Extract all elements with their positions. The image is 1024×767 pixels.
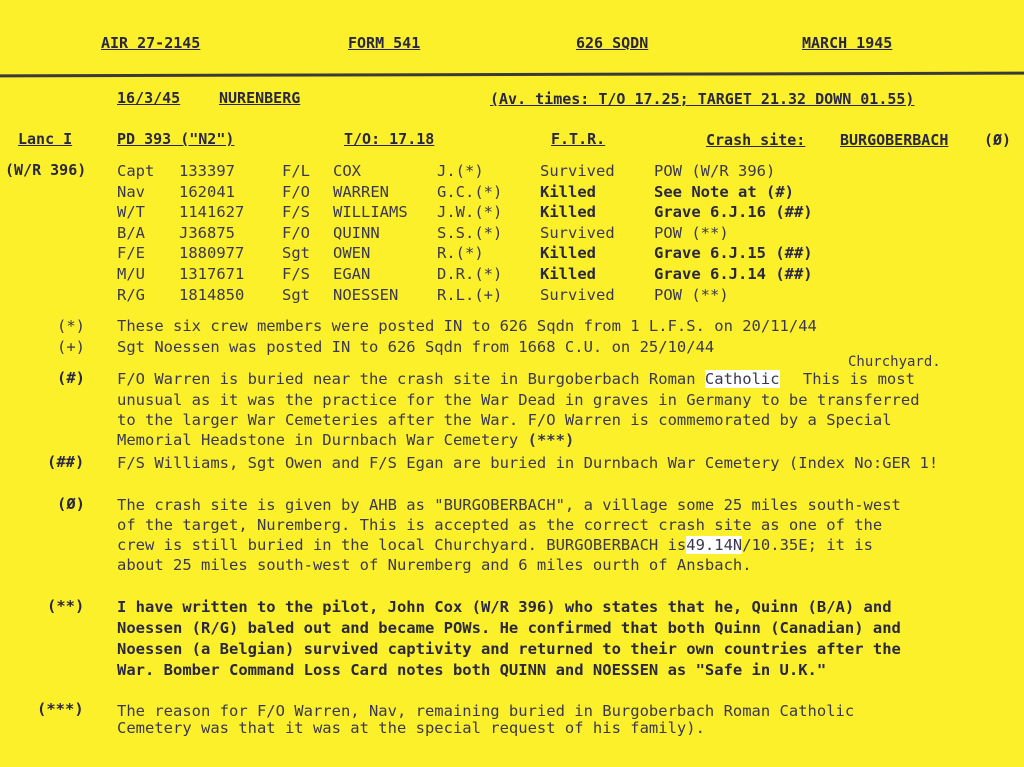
crew-role: F/E [117, 244, 145, 263]
note-dstar-line4: War. Bomber Command Loss Card notes both QUINN and NOESSEN as "Safe in U.K." [117, 661, 827, 679]
crew-name: WARREN [333, 182, 389, 201]
crew-fate: Grave 6.J.14 (##) [654, 265, 813, 283]
crew-role: B/A [117, 223, 145, 242]
note-dstar-mark: (**) [47, 597, 85, 615]
crew-name: WILLIAMS [333, 203, 408, 222]
note-hash-line4 [117, 431, 574, 449]
crash-site-label: Crash site: [706, 131, 806, 149]
crew-number: 162041 [179, 182, 235, 201]
average-times: (Av. times: T/O 17.25; TARGET 21.32 DOWN 01.55) [490, 90, 915, 108]
note-dhash-mark: (##) [47, 453, 85, 471]
note-zero-mark: (Ø) [57, 495, 85, 513]
crew-status: Survived [540, 285, 615, 304]
note-hash-line4-ref: (***) [527, 431, 575, 449]
crew-fate: See Note at (#) [654, 182, 794, 201]
crew-status: Survived [540, 223, 615, 242]
crew-initials: R.L.(+) [437, 285, 503, 304]
crew-status: Survived [540, 162, 615, 180]
crew-rank: F/S [282, 265, 310, 283]
crew-initials: S.S.(*) [437, 223, 503, 242]
note-tstar-line1: The reason for F/O Warren, Nav, remaining buried in Burgoberbach Roman Catholic [117, 702, 855, 720]
crew-role: R/G [117, 285, 145, 304]
crew-status: Killed [540, 182, 596, 201]
aircraft-serial: PD 393 ("N2") [117, 130, 235, 148]
aircraft-type: Lanc I [18, 130, 73, 148]
form-number: FORM 541 [348, 34, 421, 52]
month-year: MARCH 1945 [802, 34, 893, 52]
crew-rank: F/L [282, 162, 310, 180]
crew-initials: J.W.(*) [437, 203, 503, 222]
note-dstar-line3: Noessen (a Belgian) survived captivity and returned to their own countries after the [117, 640, 901, 658]
header-divider [0, 72, 1024, 78]
note-hash-line1a: F/O Warren is buried near the crash site in Burgoberbach Roman [117, 370, 696, 388]
sortie-target: NURENBERG [219, 89, 301, 107]
note-hash-line1-correction: Catholic [704, 370, 780, 388]
note-dstar-line2: Noessen (R/G) baled out and became POWs. He confirmed that both Quinn (Canadian) and [117, 619, 901, 637]
crew-role: Capt [117, 162, 155, 180]
crew-initials: D.R.(*) [437, 265, 503, 283]
note-hash-line1 [117, 370, 915, 388]
note-hash-line2: unusual as it was the practice for the War Dead in graves in Germany to be transferred [117, 391, 920, 409]
ftr-label: F.T.R. [551, 130, 606, 148]
crew-fate: Grave 6.J.16 (##) [654, 203, 813, 222]
sortie-date: 16/3/45 [117, 89, 181, 107]
note-dhash-text: F/S Williams, Sgt Owen and F/S Egan are buried in Durnbach War Cemetery (Index No:GER 1! [117, 454, 939, 472]
crew-fate: POW (W/R 396) [654, 162, 776, 180]
crew-number: 1317671 [179, 265, 245, 283]
crew-initials: J.(*) [437, 162, 484, 180]
crew-fate: POW (**) [654, 285, 729, 304]
note-zero-line4: about 25 miles south-west of Nuremberg and 6 miles ourth of Ansbach. [117, 556, 752, 574]
wr-reference: (W/R 396) [5, 161, 87, 179]
note-hash-line3: to the larger War Cemeteries after the War. F/O Warren is commemorated by a Special [117, 411, 892, 429]
takeoff-time: T/O: 17.18 [344, 130, 435, 148]
crew-rank: F/O [282, 182, 310, 201]
crew-number: 133397 [179, 162, 235, 180]
note-zero-line1: The crash site is given by AHB as "BURGOBERBACH", a village some 25 miles south-west [117, 496, 901, 514]
crew-number: 1880977 [179, 244, 245, 263]
crew-fate: Grave 6.J.15 (##) [654, 244, 813, 263]
crash-site-place: BURGOBERBACH [840, 131, 949, 149]
crew-fate: POW (**) [654, 223, 729, 242]
note-hash-line4a: Memorial Headstone in Durnbach War Cemetery [117, 431, 519, 449]
note-star-mark: (*) [57, 317, 85, 335]
note-zero-coords: 49.14N [686, 536, 743, 554]
air-reference: AIR 27-2145 [101, 34, 201, 52]
crew-status: Killed [540, 203, 596, 222]
note-dstar-line1: I have written to the pilot, John Cox (W/R 396) who states that he, Quinn (B/A) and [117, 598, 892, 616]
note-star-text: These six crew members were posted IN to 626 Sqdn from 1 L.F.S. on 20/11/44 [117, 317, 817, 335]
crew-rank: F/S [282, 203, 310, 222]
crew-status: Killed [540, 244, 596, 263]
note-zero-line3a: crew is still buried in the local Churchyard. BURGOBERBACH is [117, 536, 687, 554]
crew-number: J36875 [179, 223, 235, 242]
crew-rank: F/O [282, 223, 310, 242]
squadron: 626 SQDN [576, 34, 649, 52]
crew-role: W/T [117, 203, 145, 222]
crew-role: M/U [117, 265, 145, 283]
note-hash-line1c: This is most [802, 370, 915, 388]
crew-initials: R.(*) [437, 244, 484, 263]
note-hash-insert: Churchyard. [848, 354, 941, 370]
crash-site-ref: (Ø) [984, 131, 1012, 149]
crew-number: 1814850 [179, 285, 245, 304]
note-zero-line3c: /10.35E; it is [742, 536, 873, 554]
crew-name: COX [333, 162, 361, 180]
crew-rank: Sgt [282, 244, 310, 263]
crew-name: QUINN [333, 223, 380, 242]
crew-rank: Sgt [282, 285, 310, 304]
crew-name: NOESSEN [333, 285, 399, 304]
crew-name: OWEN [333, 244, 371, 263]
note-hash-mark: (#) [57, 369, 85, 387]
note-plus-mark: (+) [57, 338, 85, 356]
note-plus-text: Sgt Noessen was posted IN to 626 Sqdn from 1668 C.U. on 25/10/44 [117, 338, 715, 356]
crew-status: Killed [540, 265, 596, 283]
note-zero-line3 [117, 536, 873, 554]
note-zero-line2: of the target, Nuremberg. This is accepted as the correct crash site as one of the [117, 516, 883, 534]
crew-number: 1141627 [179, 203, 245, 222]
note-tstar-line2: Cemetery was that it was at the special request of his family). [117, 719, 705, 737]
note-tstar-mark: (***) [37, 700, 84, 718]
crew-initials: G.C.(*) [437, 182, 503, 201]
crew-role: Nav [117, 182, 145, 201]
crew-name: EGAN [333, 265, 371, 283]
